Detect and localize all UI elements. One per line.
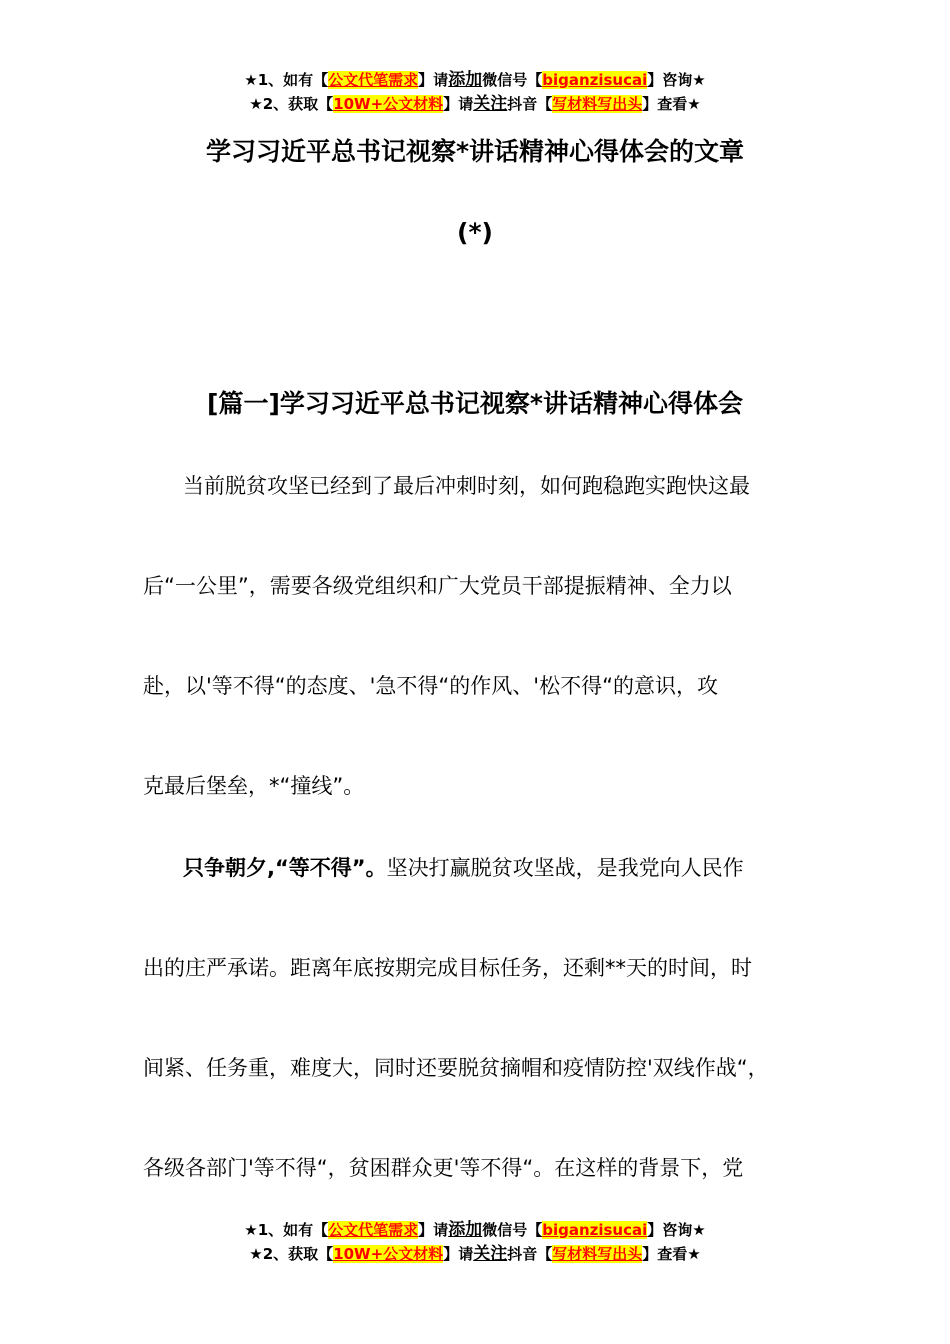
banner-highlight: biganzisucai — [542, 1221, 648, 1239]
banner-text: 抖音【 — [507, 1245, 553, 1263]
banner-line-2 — [0, 92, 950, 116]
banner-text: 】咨询★ — [647, 1221, 706, 1239]
banner-highlight: 公文代笔需求 — [328, 71, 419, 89]
banner-highlight: 写材料写出头 — [552, 1245, 643, 1263]
banner-line-1 — [0, 68, 950, 92]
banner-underline: 关注 — [473, 1244, 508, 1264]
paragraph-line: 当前脱贫攻坚已经到了最后冲刺时刻，如何跑稳跑实跑快这最 — [183, 474, 750, 498]
banner-underline: 添加 — [448, 70, 483, 90]
paragraph-line: 各级各部门'等不得“，贫困群众更'等不得“。在这样的背景下，党 — [143, 1156, 744, 1180]
banner-highlight: biganzisucai — [542, 71, 648, 89]
banner-text: 】请 — [443, 1245, 474, 1263]
paragraph-1 — [143, 436, 823, 836]
paragraph-line: 出的庄严承诺。距离年底按期完成目标任务，还剩**天的时间，时 — [143, 956, 752, 980]
header-banner — [0, 68, 950, 116]
paragraph-line: 后“一公里”，需要各级党组织和广大党员干部提振精神、全力以 — [143, 574, 732, 598]
banner-text: 】咨询★ — [647, 71, 706, 89]
banner-text: ★1、如有【 — [244, 1221, 329, 1239]
banner-text: 微信号【 — [482, 1221, 543, 1239]
banner-text: ★2、获取【 — [249, 1245, 334, 1263]
banner-text: 】请 — [418, 71, 449, 89]
banner-text: 微信号【 — [482, 71, 543, 89]
footer-banner — [0, 1218, 950, 1266]
banner-underline: 关注 — [473, 94, 508, 114]
banner-text: 抖音【 — [507, 95, 553, 113]
paragraph-bold-lead: 只争朝夕,“等不得”。 — [183, 856, 387, 880]
banner-text: 】查看★ — [642, 95, 701, 113]
banner-highlight: 10W+公文材料 — [333, 95, 444, 113]
banner-underline: 添加 — [448, 1220, 483, 1240]
section-heading: [篇一]学习习近平总书记视察*讲话精神心得体会 — [207, 389, 743, 418]
paragraph-text: 坚决打赢脱贫攻坚战，是我党向人民作 — [386, 856, 744, 880]
paragraph-line: 间紧、任务重，难度大，同时还要脱贫摘帽和疫情防控'双线作战“， — [143, 1056, 769, 1080]
paragraph-2 — [143, 818, 823, 1218]
banner-highlight: 公文代笔需求 — [328, 1221, 419, 1239]
banner-highlight: 10W+公文材料 — [333, 1245, 444, 1263]
banner-text: 】请 — [443, 95, 474, 113]
paragraph-line: 赴，以'等不得“的态度、'急不得“的作风、'松不得“的意识，攻 — [143, 674, 718, 698]
banner-text: 】查看★ — [642, 1245, 701, 1263]
banner-line-1 — [0, 1218, 950, 1242]
document-subtitle: (*) — [457, 218, 493, 247]
banner-text: ★2、获取【 — [249, 95, 334, 113]
banner-highlight: 写材料写出头 — [552, 95, 643, 113]
document-title: 学习习近平总书记视察*讲话精神心得体会的文章 — [205, 137, 745, 166]
banner-text: ★1、如有【 — [244, 71, 329, 89]
paragraph-line — [143, 818, 823, 918]
banner-line-2 — [0, 1242, 950, 1266]
banner-text: 】请 — [418, 1221, 449, 1239]
paragraph-line: 克最后堡垒，*“撞线”。 — [143, 774, 365, 798]
